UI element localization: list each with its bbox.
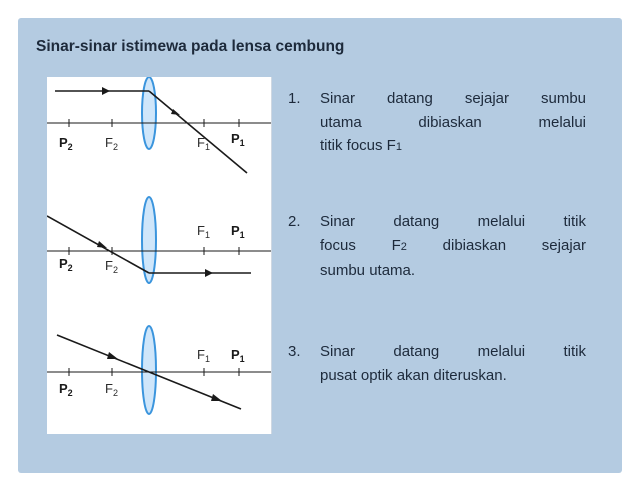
label-p2-2: $P_2$ bbox=[59, 256, 73, 273]
rule-1-line-2: utama dibiaskan melalui bbox=[320, 113, 586, 131]
label-f1-2: $F_1$ bbox=[197, 223, 210, 240]
rule-text-1 bbox=[320, 87, 586, 160]
lens-diagram-svg bbox=[47, 77, 271, 434]
rule-text-2 bbox=[320, 210, 586, 283]
rule-2-line-2: focus F2 dibiaskan sejajar bbox=[320, 236, 586, 254]
rule-item-3 bbox=[288, 340, 586, 390]
label-f2-1: $F_2$ bbox=[105, 135, 118, 152]
label-p1-1: $P_1$ bbox=[231, 131, 245, 148]
rule-number-2: 2. bbox=[288, 213, 301, 230]
ray-3-arrow-b bbox=[211, 394, 222, 401]
rule-3-line-2: pusat optik akan diteruskan. bbox=[320, 366, 507, 384]
rule-2-line-3: sumbu utama. bbox=[320, 262, 416, 279]
rule-1-line-3: titik focus F1 bbox=[320, 137, 402, 154]
label-f1-3: $F_1$ bbox=[197, 347, 210, 364]
label-p1-2: $P_1$ bbox=[231, 223, 245, 240]
rule-1-line-1: Sinar datang sejajar sumbu bbox=[320, 90, 586, 107]
convex-lens-1 bbox=[142, 77, 156, 149]
label-f1-1: $F_1$ bbox=[197, 135, 210, 152]
rule-number-1: 1. bbox=[288, 90, 301, 107]
ray-2-arrow-a bbox=[97, 241, 107, 248]
lens-diagram-figure bbox=[47, 77, 272, 434]
slide-title: Sinar-sinar istimewa pada lensa cembung bbox=[36, 38, 345, 55]
label-p2-3: $P_2$ bbox=[59, 381, 73, 398]
diagram-3 bbox=[47, 326, 271, 414]
rule-number-3: 3. bbox=[288, 343, 301, 360]
rule-text-3 bbox=[320, 340, 586, 387]
label-f2-3: $F_2$ bbox=[105, 381, 118, 398]
rule-item-1 bbox=[288, 87, 586, 159]
diagram-1 bbox=[47, 77, 271, 173]
label-p2-1: $P_2$ bbox=[59, 135, 73, 152]
rule-item-2 bbox=[288, 210, 586, 282]
ray-3-arrow-a bbox=[107, 352, 118, 359]
ray-1-arrow-a bbox=[102, 87, 110, 95]
label-p1-3: $P_1$ bbox=[231, 347, 245, 364]
ray-2-arrow-b bbox=[205, 269, 213, 277]
diagram-2 bbox=[47, 197, 271, 283]
rule-2-line-1: Sinar datang melalui titik bbox=[320, 213, 586, 230]
rule-3-line-1: Sinar datang melalui titik bbox=[320, 343, 586, 360]
label-f2-2: $F_2$ bbox=[105, 258, 118, 275]
